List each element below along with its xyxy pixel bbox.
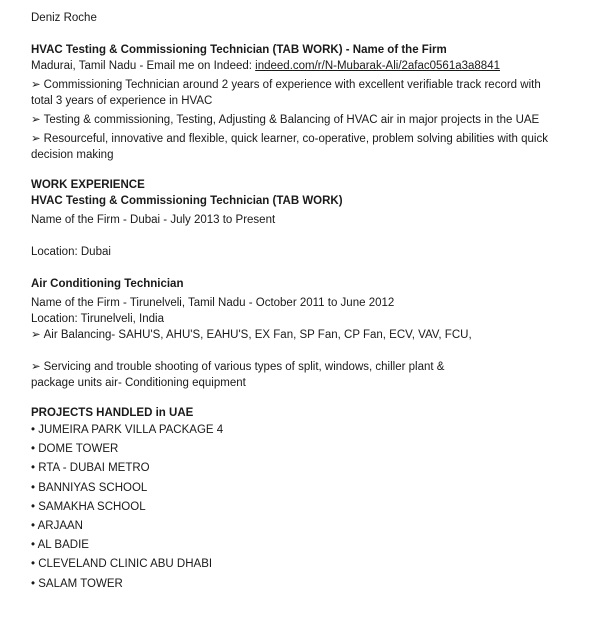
list-item: • BANNIYAS SCHOOL [31,481,148,494]
contact-line [31,58,561,74]
bullet-icon: • [31,558,36,571]
headline-title: HVAC Testing & Commissioning Technician (TAB WORK) - Name of the Firm [31,44,447,56]
bullet-icon: • [31,539,36,552]
job-details: Name of the Firm - Dubai - July 2013 to Present [31,214,276,226]
candidate-name: Deniz Roche [31,12,97,24]
list-item: • SAMAKHA SCHOOL [31,500,146,513]
job-title: Air Conditioning Technician [31,278,184,290]
list-item: • ARJAAN [31,520,83,533]
arrow-bullet-icon: ➢ [31,79,41,91]
job-location: Location: Tirunelveli, India [31,313,164,325]
list-item: • AL BADIE [31,539,89,552]
job-title: HVAC Testing & Commissioning Technician (TAB WORK) [31,195,343,207]
resume-document [31,10,561,594]
job-location: Location: Dubai [31,246,111,258]
job-details: Name of the Firm - Tirunelveli, Tamil Nadu - October 2011 to June 2012 [31,297,395,309]
arrow-bullet-icon: ➢ [31,114,41,126]
projects-list [31,421,561,594]
list-item: • SALAM TOWER [31,577,123,590]
arrow-bullet-icon: ➢ [31,361,41,373]
arrow-bullet-icon: ➢ [31,329,41,341]
bullet-icon: • [31,462,36,475]
bullet-icon: • [31,577,36,590]
list-item: • CLEVELAND CLINIC ABU DHABI [31,558,213,571]
arrow-bullet-icon: ➢ [31,133,41,145]
indeed-profile-link[interactable]: indeed.com/r/N-Mubarak-Ali/2afac0561a3a8841 [255,60,500,72]
bullet-icon: • [31,424,36,436]
bullet-icon: • [31,481,36,494]
job-bullet: ➢ Servicing and trouble shooting of various types of split, windows, chiller plant & package units air- Conditioning equipment [31,361,445,389]
list-item: • JUMEIRA PARK VILLA PACKAGE 4 [31,424,224,436]
bullet-icon: • [31,443,36,456]
list-item: • RTA - DUBAI METRO [31,462,150,475]
summary-item: ➢ Commissioning Technician around 2 years of experience with excellent verifiable track record with total 3 years of experience in HVAC [31,79,541,107]
bullet-icon: • [31,520,36,533]
location-text: Madurai, Tamil Nadu - Email me on Indeed: [31,60,256,72]
work-experience-heading: WORK EXPERIENCE [31,179,145,191]
summary-item: ➢ Resourceful, innovative and flexible, quick learner, co-operative, problem solving abilities with quick decision making [31,133,548,161]
job-bullet: ➢ Air Balancing- SAHU'S, AHU'S, EAHU'S, EX Fan, SP Fan, CP Fan, ECV, VAV, FCU, [31,329,472,341]
projects-heading: PROJECTS HANDLED in UAE [31,407,194,419]
list-item: • DOME TOWER [31,443,119,456]
summary-item: ➢ Testing & commissioning, Testing, Adjusting & Balancing of HVAC air in major projects in the UAE [31,114,540,126]
bullet-icon: • [31,500,36,513]
